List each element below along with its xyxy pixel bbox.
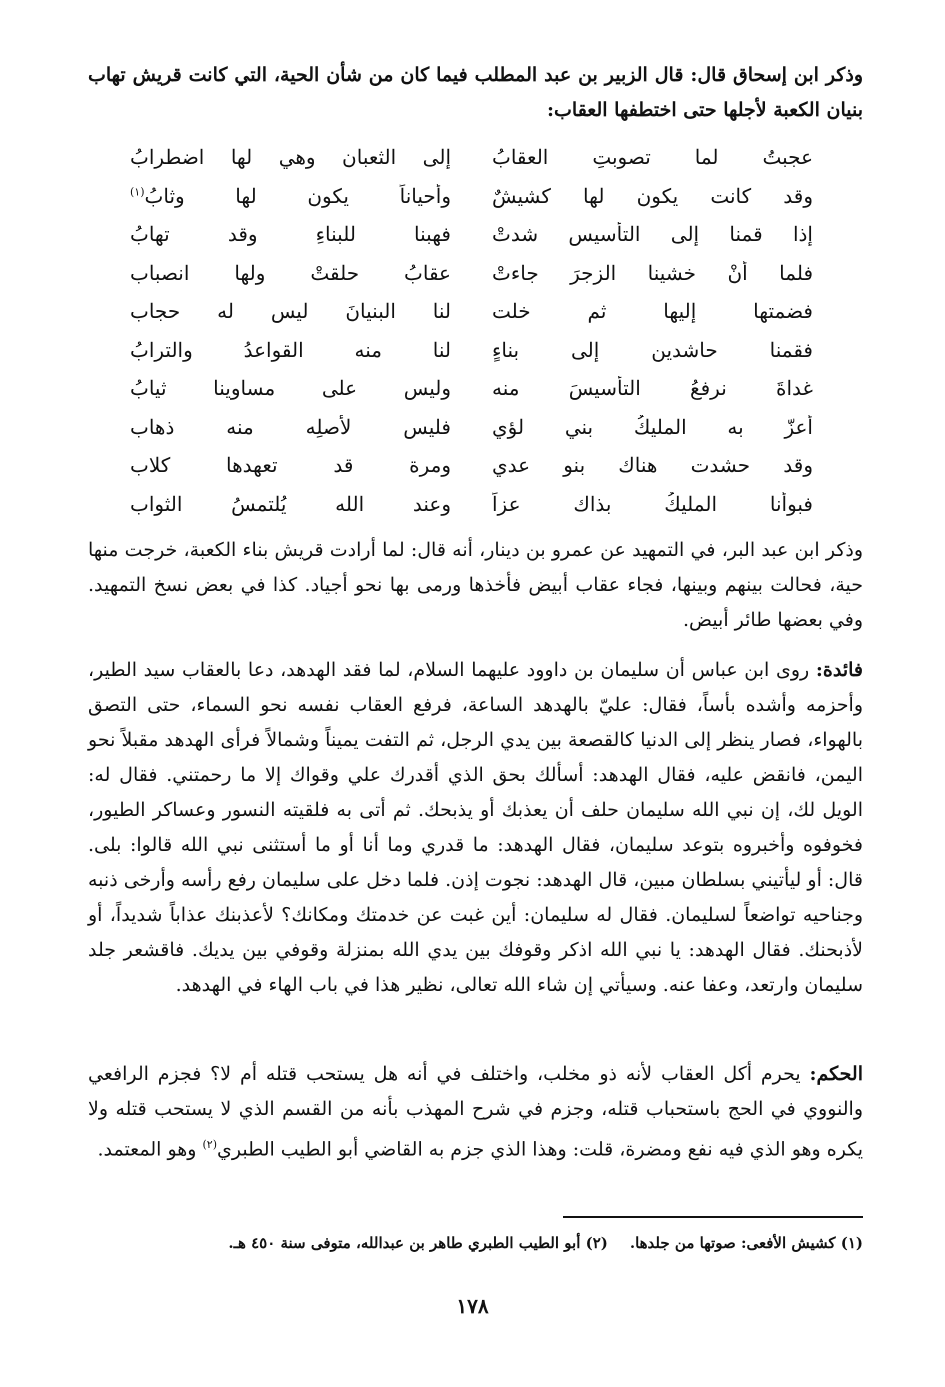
verse-second-half: لنا البنيانَ ليس له حجاب (130, 299, 451, 324)
benefit-paragraph (88, 653, 863, 1003)
verse-second-half: وليس على مساوينا ثيابُ (130, 376, 451, 401)
poem-verse (130, 408, 813, 447)
poem-verse (130, 446, 813, 485)
verse-first-half: فبوأنا المليكُ بذاك عزاً (492, 491, 813, 516)
verse-second-half: فليس لأصلِه منه ذهاب (130, 414, 451, 439)
verse-first-half: عجبتُ لما تصوبتِ العقابُ (492, 145, 813, 170)
verse-first-half: أعزّ به المليكُ بني لؤي (492, 414, 813, 439)
poem-verse (130, 485, 813, 524)
verse-first-half: فلما أنْ خشينا الزجرَ جاءتْ (492, 260, 813, 285)
footnote-2: (٢) أبو الطيب الطبري طاهر بن عبدالله، متوفى سنة ٤٥٠ هـ. (228, 1234, 608, 1252)
verse-second-half (130, 184, 451, 208)
verse-first-half: غداةَ نرفعُ التأسيسَ منه (492, 376, 813, 401)
verse-first-half: وقد كانت يكون لها كشيشٌ (492, 183, 813, 208)
ibn-abd-al-barr-paragraph: وذكر ابن عبد البر، في التمهيد عن عمرو بن دينار، أنه قال: لما أرادت قريش بناء الكعبة، خرجت منها حية، فحالت بينهم وبينها، فجاء عقاب أبيض فأخذها ورمى بها نحو أجياد. كذا في بعض نسخ التمهيد. وفي بعضها طائر أبيض. (88, 539, 863, 631)
benefit-text: روى ابن عباس أن سليمان بن داوود عليهما السلام، لما فقد الهدهد، دعا بالعقاب سيد الطير، وأحزمه وأشده بأساً، فقال: عليّ بالهدهد الساعة، فرفع العقاب نفسه نحو السماء، حتى التصق بالهواء، فصار ينظر إلى الدنيا كالقصعة بين يدي الرجل، ثم التفت يميناً وشمالاً فرأى الهدهد مقبلاً نحو اليمن، فانقض عليه، فقال الهدهد: أسألك بحق الذي أقدرك علي وقواك إلا ما رحمتني. فقال له: الويل لك، إن نبي الله سليمان حلف أن يعذبك أو يذبحك. ثم أتى به فلقيته النسور وعساكر الطيور، فخوفوه وأخبروه بتوعد سليمان، فقال الهدهد: ما قدري وما أنا أو ما أستثنى نبي الله قالوا: بلى. قال: أو ليأتيني بسلطان مبين، قال الهدهد: نجوت إذن. فلما دخل على سليمان رفع رأسه وأرخى ذنبه وجناحيه تواضعاً لسليمان. فقال له سليمان: أين غبت عن خدمتك ومكانك؟ لأعذبنك عذاباً شديداً، أو لأذبحنك. فقال الهدهد: يا نبي الله اذكر وقوفك بين يدي الله بمنزلة وقوفي بين يديك. فاقشعر جلد سليمان وارتعد، وعفا عنه. وسيأتي إن شاء الله تعالى، نظير هذا في باب الهاء في الهدهد. (88, 659, 863, 996)
poem-verse (130, 138, 813, 177)
footnote-1: (١) كشيش الأفعى: صوتها من جلدها. (629, 1234, 863, 1252)
poem-verse (130, 292, 813, 331)
intro-paragraph: وذكر ابن إسحاق قال: قال الزبير بن عبد المطلب فيما كان من شأن الحية، التي كانت قريش تهاب بنيان الكعبة لأجلها حتى اختطفها العقاب: (88, 64, 863, 121)
verse-second-half: لنا منه القواعدُ والترابُ (130, 337, 451, 362)
verse-first-half: فضمتها إليها ثم خلت (492, 299, 813, 324)
poem-verse (130, 369, 813, 408)
verse-first-half: إذا قمنا إلى التأسيسِ شدتْ (492, 222, 813, 247)
footnote-ref-1: (١) (130, 185, 145, 199)
verse-second-half: فهبنا للبناءِ وقد تهابُ (130, 222, 451, 247)
ruling-paragraph (88, 1057, 863, 1167)
ruling-lead: الحكم: (809, 1063, 863, 1085)
footnote-divider (563, 1216, 863, 1218)
verse-second-half: عقابُ حلقتْ ولها انصباب (130, 260, 451, 285)
verse-second-half: وعند الله يُلتمسُ الثواب (130, 491, 451, 516)
page-number: ١٧٨ (456, 1294, 489, 1318)
poem-verse (130, 331, 813, 370)
verse-first-half: وقد حشدت هناك بنو عدي (492, 453, 813, 478)
poem-verse (130, 215, 813, 254)
ruling-text: يحرم أكل العقاب لأنه ذو مخلب، واختلف في أنه هل يستحب قتله أم لا؟ فجزم الرافعي والنووي في الحج باستحباب قتله، وجزم في شرح المهذب بأنه من القسم الذي لا يستحب قتله ولا يكره وهو الذي فيه نفع ومضرة، قلت: وهذا الذي جزم به القاضي أبو الطيب الطبري (88, 1063, 863, 1161)
verse-first-half: فقمنا حاشدين إلى بناءٍ (492, 337, 813, 362)
poem-verse (130, 254, 813, 293)
verse-second-half: ومرة قد تعهدها كلاب (130, 453, 451, 478)
footnotes (100, 1234, 863, 1252)
verse-second-half: إلى الثعبانِ وهي لها اضطرابُ (130, 145, 451, 170)
footnote-ref-2: (٢) (202, 1138, 218, 1151)
verse-second-half-text: وأحياناً يكون لها وِثابُ (144, 183, 451, 208)
benefit-lead: فائدة: (815, 659, 863, 681)
poem-verse (130, 177, 813, 216)
ruling-tail: وهو المعتمد. (97, 1138, 203, 1161)
poem (130, 138, 813, 523)
